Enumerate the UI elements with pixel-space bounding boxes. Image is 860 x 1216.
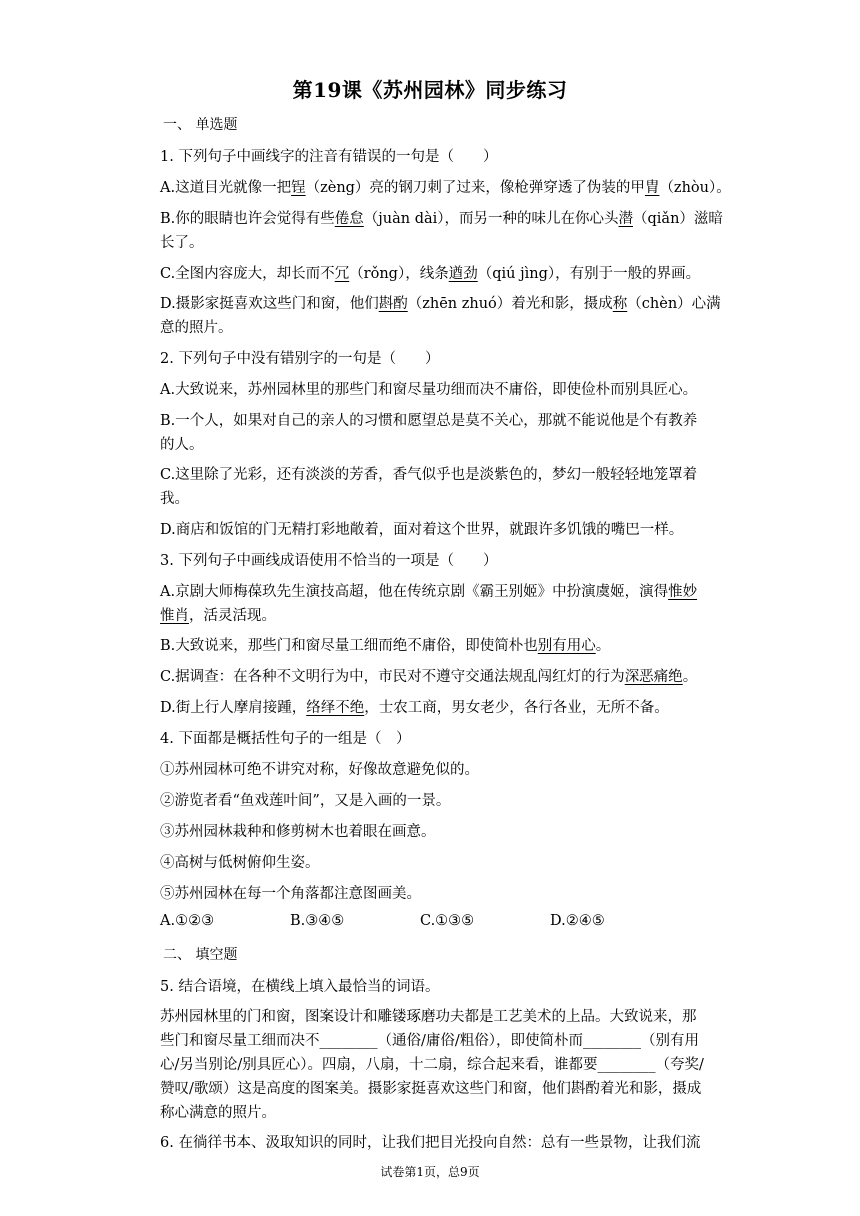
question-1-option-b-cont: 长了。 (160, 235, 204, 251)
section-heading-single-choice: 一、 单选题 (163, 117, 238, 133)
question-4-item: ②游览者看“鱼戏莲叶间”，又是入画的一景。 (160, 793, 451, 809)
question-1-option-d-cont: 意的照片。 (160, 320, 233, 336)
question-5-passage-line: 苏州园林里的门和窗，图案设计和雕镂琢磨功夫都是工艺美术的上品。大致说来，那 (160, 1009, 697, 1025)
question-3-option-b: B.大致说来，那些门和窗尽量工细而绝不庸俗，即使简朴也别有用心。 (160, 638, 611, 654)
question-4-item: ①苏州园林可绝不讲究对称，好像故意避免似的。 (160, 762, 479, 778)
question-3-stem: 3. 下列句子中画线成语使用不恰当的一项是（ ） (160, 553, 498, 569)
question-3-option-a-cont: 惟肖，活灵活现。 (160, 608, 276, 624)
page-footer: 试卷第1页，总9页 (380, 1165, 480, 1179)
question-2-option-d: D.商店和饭馆的门无精打彩地敞着，面对着这个世界，就跟许多饥饿的嘴巴一样。 (160, 522, 684, 538)
question-4-option-d: D.②④⑤ (550, 913, 605, 929)
question-5-passage-line: 心/另当别论/别具匠心）。四扇，八扇，十二扇，综合起来看，谁都要________（夸奖/ (160, 1057, 704, 1073)
question-1-option-d: D.摄影家挺喜欢这些门和窗，他们斟酌（zhēn zhuó）着光和影，摄成称（chèn）心满 (160, 296, 721, 312)
page-title: 第19课《苏州园林》同步练习 (292, 78, 568, 102)
question-3-option-a: A.京剧大师梅葆玖先生演技高超，他在传统京剧《霸王别姬》中扮演虞姬，演得惟妙 (160, 584, 698, 600)
question-1-option-a: A.这道目光就像一把锃（zèng）亮的钢刀刺了过来，像枪弹穿透了伪装的甲胄（zhòu）。 (160, 180, 731, 196)
question-2-stem: 2. 下列句子中没有错别字的一句是（ ） (160, 351, 440, 367)
question-6-stem: 6. 在徜徉书本、汲取知识的同时，让我们把目光投向自然：总有一些景物，让我们流 (160, 1135, 701, 1151)
question-1-option-b: B.你的眼睛也许会觉得有些倦怠（juàn dài），而另一种的味儿在你心头潜（qiǎn）滋暗 (160, 211, 723, 227)
question-5-passage-line: 称心满意的照片。 (160, 1105, 276, 1121)
question-2-option-c: C.这里除了光彩，还有淡淡的芳香，香气似乎也是淡紫色的，梦幻一般轻轻地笼罩着 (160, 467, 698, 483)
question-4-option-c: C.①③⑤ (420, 913, 475, 929)
question-1-stem: 1. 下列句子中画线字的注音有错误的一句是（ ） (160, 149, 498, 165)
question-2-option-c-cont: 我。 (160, 491, 189, 507)
question-4-item: ④高树与低树俯仰生姿。 (160, 855, 320, 871)
question-3-option-c: C.据调查：在各种不文明行为中，市民对不遵守交通法规乱闯红灯的行为深恶痛绝。 (160, 669, 698, 685)
question-4-item: ③苏州园林栽种和修剪树木也着眼在画意。 (160, 824, 436, 840)
section-heading-fill-blank: 二、 填空题 (163, 947, 238, 963)
question-4-option-b: B.③④⑤ (290, 913, 345, 929)
question-4-stem: 4. 下面都是概括性句子的一组是（ ） (160, 731, 411, 747)
question-5-passage-line: 赞叹/歌颂）这是高度的图案美。摄影家挺喜欢这些门和窗，他们斟酌着光和影，摄成 (160, 1081, 702, 1097)
question-1-option-c: C.全图内容庞大，却长而不冗（rǒng），线条遒劲（qiú jìng），有别于一般的界画。 (160, 266, 701, 282)
question-3-option-d: D.街上行人摩肩接踵，络绎不绝，士农工商，男女老少，各行各业，无所不备。 (160, 700, 669, 716)
question-2-option-b: B.一个人，如果对自己的亲人的习惯和愿望总是莫不关心，那就不能说他是个有教养 (160, 413, 698, 429)
question-4-option-a: A.①②③ (160, 913, 215, 929)
question-5-stem: 5. 结合语境，在横线上填入最恰当的词语。 (160, 979, 440, 995)
question-4-item: ⑤苏州园林在每一个角落都注意图画美。 (160, 886, 421, 902)
question-2-option-b-cont: 的人。 (160, 437, 204, 453)
question-5-passage-line: 些门和窗尽量工细而决不________（通俗/庸俗/粗俗），即使简朴而________（别有用 (160, 1033, 700, 1049)
question-2-option-a: A.大致说来，苏州园林里的那些门和窗尽量功细而决不庸俗，即使俭朴而别具匠心。 (160, 382, 698, 398)
